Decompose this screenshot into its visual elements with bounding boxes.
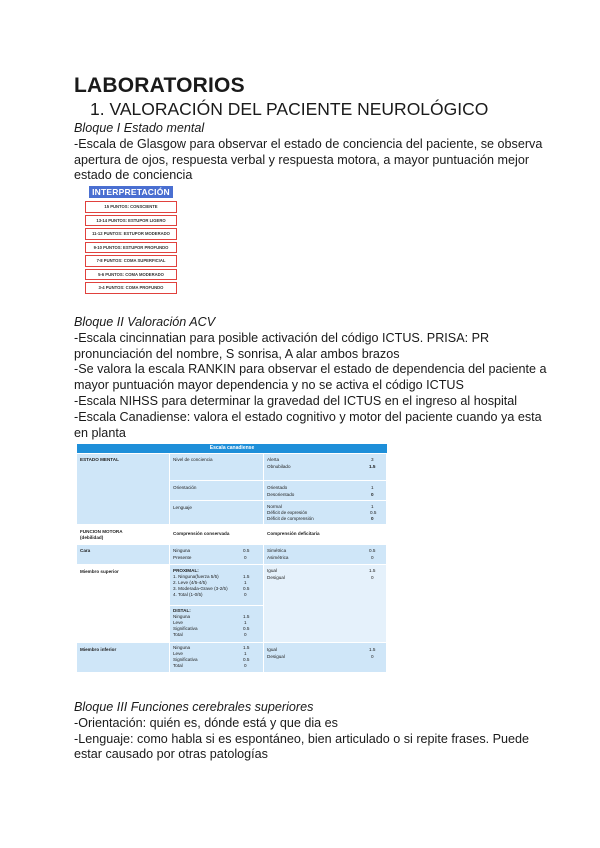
cs-option: Igual (267, 568, 277, 573)
paragraph-line: en planta (74, 425, 126, 440)
page-title: LABORATORIOS (74, 74, 245, 97)
cs-score: 1 (244, 651, 247, 656)
paragraph-line: estar causado por otras patologías (74, 747, 268, 762)
glasgow-row: 9-10 PUNTOS: ESTUPOR PROFUNDO (85, 242, 177, 254)
glasgow-row: 3-4 PUNTOS: COMA PROFUNDO (85, 282, 177, 294)
glasgow-row: 7-8 PUNTOS: COMA SUPERFICIAL (85, 255, 177, 267)
cs-option: Alerta (267, 457, 280, 462)
bloque-1-title: Bloque I Estado mental (74, 121, 205, 135)
cs-option: Significativa (173, 626, 198, 631)
cs-option: Asimétrica (267, 555, 289, 560)
cs-score: 1.5 (369, 568, 376, 573)
paragraph-line: pronunciación del nombre, S sonrisa, A alar ambos brazos (74, 346, 400, 361)
cs-option: Total (173, 632, 183, 637)
cs-score: 0 (244, 555, 247, 560)
cs-score: 0 (244, 632, 247, 637)
paragraph-line: -Lenguaje: como habla si es espontáneo, bien articulado o si repite frases. Puede (74, 731, 530, 746)
cs-option: 2. Leve (4/5-4/5) (173, 580, 207, 585)
cs-score: 1 (244, 620, 247, 625)
cs-score: 0 (371, 516, 374, 521)
cs-score: 1.5 (243, 614, 250, 619)
cs-row-label: Miembro inferior (80, 647, 117, 652)
cs-label: Lenguaje (173, 505, 192, 510)
cs-score: 0.5 (243, 626, 250, 631)
cs-score: 1 (371, 504, 374, 509)
cs-option: Igual (267, 647, 277, 652)
cs-col-header: Comprensión deficitaria (267, 531, 320, 536)
cs-option: Déficit de comprensión (267, 516, 314, 521)
cs-score: 1.5 (243, 645, 250, 650)
cs-score: 0 (371, 492, 374, 497)
cs-option: Ninguna (173, 614, 191, 619)
cs-option: Presente (173, 555, 192, 560)
cs-row-label: Cara (80, 548, 91, 553)
paragraph-line: estado de conciencia (74, 168, 193, 183)
cs-option: Desorientado (267, 492, 295, 497)
cs-estado-mental: ESTADO MENTAL (80, 457, 119, 462)
cs-option: Desigual (267, 575, 285, 580)
cs-label: Nivel de conciencia (173, 457, 213, 462)
cs-option: Simétrica (267, 548, 287, 553)
paragraph-line: -Escala NIHSS para determinar la gravedad del ICTUS en el ingreso al hospital (74, 393, 518, 408)
cs-subheader: PROXIMAL: (173, 568, 199, 573)
bloque-1 (74, 121, 542, 184)
cs-option: Ninguna (173, 645, 191, 650)
cs-score: 0 (371, 654, 374, 659)
cs-score: 0.5 (370, 510, 377, 515)
glasgow-row: 5-6 PUNTOS: COMA MODERADO (85, 269, 177, 281)
glasgow-row: 15 PUNTOS: CONSCIENTE (85, 201, 177, 213)
paragraph-line: -Se valora la escala RANKIN para observar el estado de dependencia del paciente a (74, 362, 547, 377)
cs-row-label: Miembro superior (80, 569, 119, 574)
cs-option: 3. Moderada-Grave (3-2/5) (173, 586, 228, 591)
cs-score: 3 (371, 457, 374, 462)
cs-score: 0 (244, 663, 247, 668)
bloque-2-title: Bloque II Valoración ACV (74, 315, 216, 329)
cs-subheader: DISTAL: (173, 608, 191, 613)
bloque-2 (74, 315, 547, 441)
cs-option: Obnubilado (267, 464, 291, 469)
paragraph-line: apertura de ojos, respuesta verbal y respuesta motora, a mayor puntuación mejor (74, 152, 530, 167)
cs-score: 0.5 (243, 548, 250, 553)
section-heading: 1. VALORACIÓN DEL PACIENTE NEUROLÓGICO (90, 99, 489, 119)
cs-funcion-motora: FUNCION MOTORA (80, 529, 123, 534)
cs-option: 1. Ninguna(fuerza 5/5) (173, 574, 219, 579)
cs-score: 1 (244, 580, 247, 585)
cs-option: Leve (173, 651, 183, 656)
glasgow-interpretation-figure (85, 186, 177, 296)
cs-score: 0 (244, 592, 247, 597)
paragraph-line: -Orientación: quién es, dónde está y que dia es (74, 715, 338, 730)
paragraph-line: -Escala cincinnatian para posible activación del código ICTUS. PRISA: PR (74, 330, 490, 345)
paragraph-line: mayor puntuación mayor dependencia y no se activa el código ICTUS (74, 378, 464, 393)
canadian-scale-header: Escala canadiense (77, 444, 387, 453)
cs-score: 1 (371, 485, 374, 490)
cs-score: 0 (371, 575, 374, 580)
cs-option: Significativa (173, 657, 198, 662)
cs-debilidad: (debilidad) (80, 535, 104, 540)
cs-option: Desigual (267, 654, 285, 659)
cs-option: Ninguna (173, 548, 191, 553)
cs-option: Total (173, 663, 183, 668)
cs-score: 1.5 (243, 574, 250, 579)
paragraph-line: -Escala Canadiense: valora el estado cognitivo y motor del paciente cuando ya esta (74, 409, 542, 424)
cs-option: Orientado (267, 485, 288, 490)
cs-score: 1.5 (369, 464, 376, 469)
canadian-scale-figure (77, 444, 387, 672)
cs-col-header: Comprensión conservada (173, 531, 230, 536)
cs-option: Déficit de expresión (267, 510, 308, 515)
bloque-3 (74, 700, 529, 763)
cs-option: Leve (173, 620, 183, 625)
glasgow-header: INTERPRETACIÓN (89, 186, 173, 198)
cs-score: 1.5 (369, 647, 376, 652)
glasgow-row: 11-12 PUNTOS: ESTUPOR MODERADO (85, 228, 177, 240)
cs-label: Orientación (173, 485, 197, 490)
cs-score: 0.5 (369, 548, 376, 553)
paragraph-line: -Escala de Glasgow para observar el estado de conciencia del paciente, se observa (74, 136, 543, 151)
glasgow-row: 13-14 PUNTOS: ESTUPOR LIGERO (85, 215, 177, 227)
cs-score: 0 (371, 555, 374, 560)
bloque-3-title: Bloque III Funciones cerebrales superiores (74, 700, 314, 714)
cs-option: Normal (267, 504, 282, 509)
cs-score: 0.5 (243, 657, 250, 662)
cs-option: 4. Total (1-0/5) (173, 592, 203, 597)
cs-score: 0.5 (243, 586, 250, 591)
